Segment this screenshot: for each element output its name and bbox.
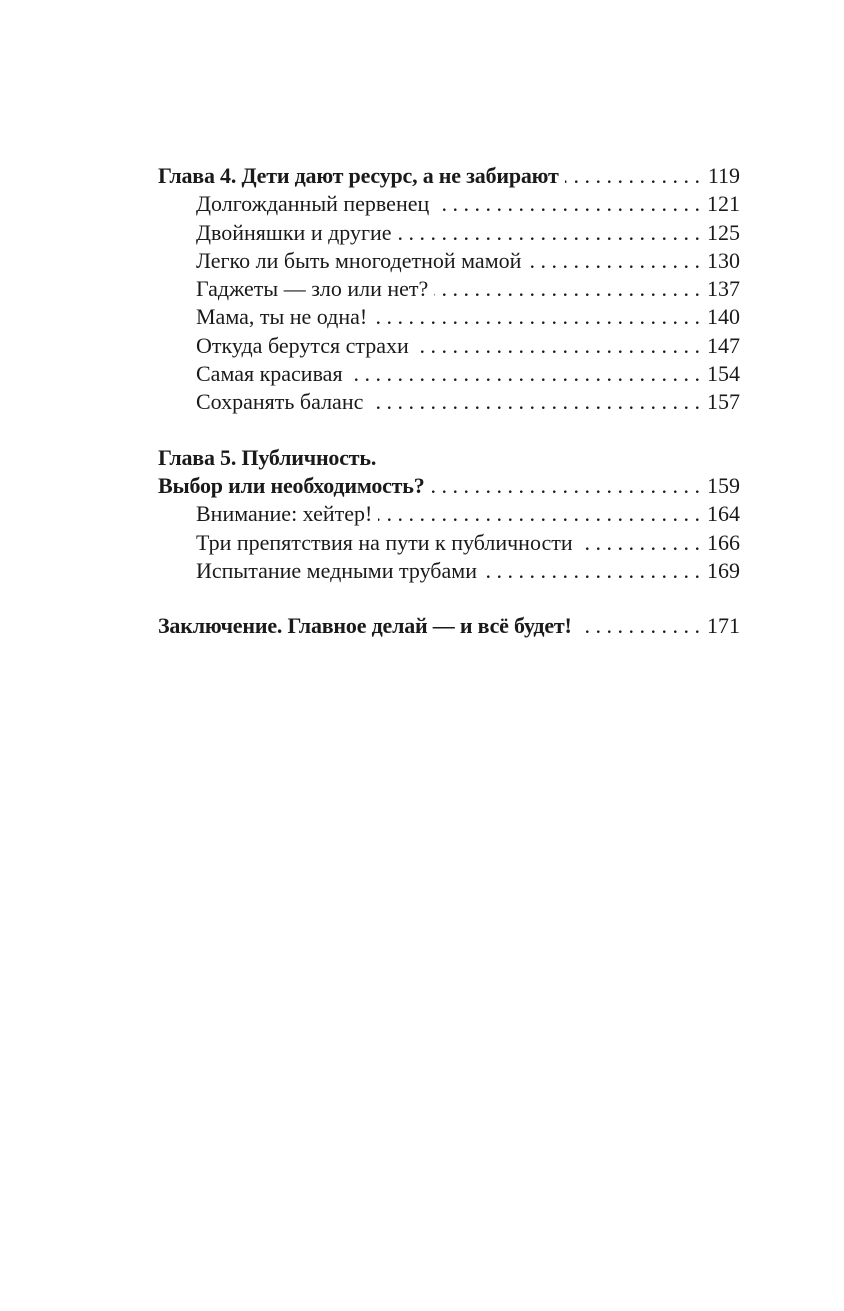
- page-number: 125: [707, 219, 740, 245]
- dot-leader: [369, 388, 700, 416]
- table-of-contents: [158, 162, 740, 640]
- section-title: Сохранять баланс: [196, 389, 364, 415]
- section-entry: [158, 500, 740, 528]
- section-entry: [158, 332, 740, 360]
- section-title: Двойняшки и другие: [196, 219, 392, 245]
- section-title: Внимание: хейтер!: [196, 501, 373, 527]
- chapter-heading: [158, 162, 740, 190]
- chapter-5: [158, 444, 740, 585]
- dot-leader: [527, 247, 700, 275]
- chapter-title-line1: Глава 5. Публичность.: [158, 444, 377, 470]
- page-number: 171: [707, 613, 740, 639]
- dot-leader: [565, 162, 700, 190]
- page-number: 147: [707, 332, 740, 358]
- section-entry: [158, 303, 740, 331]
- dot-leader: [415, 332, 700, 360]
- page-number: 140: [707, 304, 740, 330]
- section-title: Испытание медными трубами: [196, 557, 477, 583]
- section-entry: [158, 247, 740, 275]
- section-entry: [158, 388, 740, 416]
- section-entry: [158, 190, 740, 218]
- page-number: 169: [707, 557, 740, 583]
- section-title: Откуда берутся страхи: [196, 332, 409, 358]
- dot-leader: [578, 612, 700, 640]
- page-number: 166: [707, 529, 740, 555]
- page-number: 164: [707, 501, 740, 527]
- page-number: 157: [707, 389, 740, 415]
- page-number: 130: [707, 247, 740, 273]
- page-number: 119: [707, 163, 740, 188]
- chapter-title: Заключение. Главное делай — и всё будет!: [158, 613, 572, 639]
- dot-leader: [579, 529, 700, 557]
- section-entry: [158, 529, 740, 557]
- chapter-4: [158, 162, 740, 417]
- page-number: 137: [707, 276, 740, 302]
- dot-leader: [483, 557, 700, 585]
- chapter-title: Глава 4. Дети дают ресурс, а не забирают: [158, 163, 559, 188]
- chapter-heading: [158, 612, 740, 640]
- section-title: Три препятствия на пути к публичности: [196, 529, 573, 555]
- section-entry: [158, 219, 740, 247]
- dot-leader: [349, 360, 700, 388]
- section-entry: [158, 557, 740, 585]
- section-title: Легко ли быть многодетной мамой: [196, 247, 522, 273]
- section-title: Мама, ты не одна!: [196, 304, 368, 330]
- dot-leader: [398, 219, 700, 247]
- dot-leader: [431, 472, 700, 500]
- dot-leader: [373, 303, 700, 331]
- dot-leader: [435, 190, 700, 218]
- section-entry: [158, 360, 740, 388]
- chapter-title-line2: Выбор или необходимость?: [158, 472, 425, 498]
- section-title: Долгожданный первенец: [196, 191, 430, 217]
- section-entry: [158, 275, 740, 303]
- page-number: 159: [707, 472, 740, 498]
- chapter-heading: [158, 472, 740, 500]
- conclusion: [158, 612, 740, 640]
- dot-leader: [378, 500, 700, 528]
- page-number: 154: [707, 361, 740, 387]
- dot-leader: [434, 275, 700, 303]
- section-title: Гаджеты — зло или нет?: [196, 276, 429, 302]
- section-title: Самая красивая: [196, 361, 343, 387]
- page-number: 121: [707, 191, 740, 217]
